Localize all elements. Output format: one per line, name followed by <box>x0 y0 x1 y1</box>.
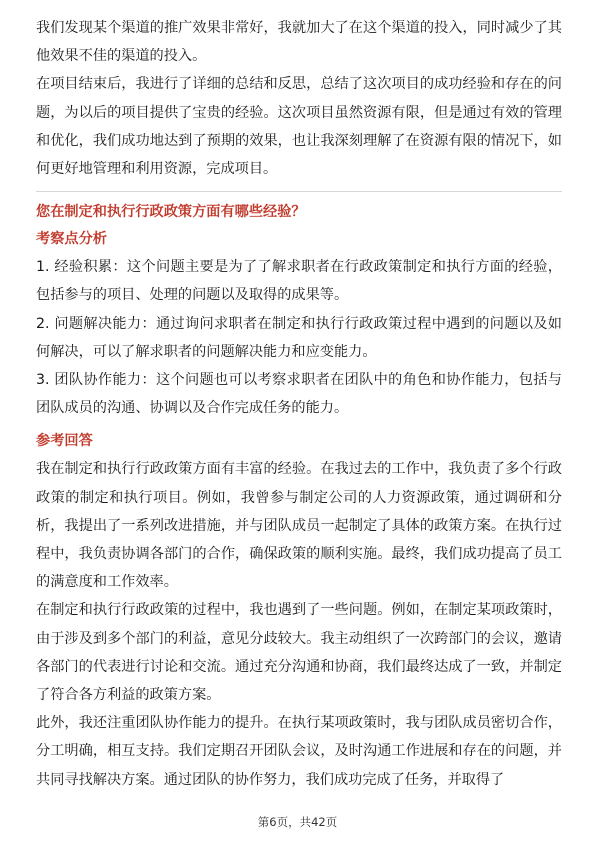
analysis-item-1: 1. 经验积累：这个问题主要是为了了解求职者在行政政策制定和执行方面的经验，包括参与的项目、处理的问题以及取得的成果等。 <box>36 259 562 304</box>
page-footer: 第6页，共42页 <box>257 815 338 829</box>
page-content <box>36 14 562 794</box>
analysis-item-2: 2. 问题解决能力：通过询问求职者在制定和执行行政政策过程中遇到的问题以及如何解决，可以了解求职者的问题解决能力和应变能力。 <box>36 315 562 360</box>
answer-heading: 参考回答 <box>36 433 93 450</box>
answer-paragraph-1: 我在制定和执行行政政策方面有丰富的经验。在我过去的工作中，我负责了多个行政政策的制定和执行项目。例如，我曾参与制定公司的人力资源政策，通过调研和分析，我提出了一系列改进措施，并与团队成员一起制定了具体的政策方案。在执行过程中，我负责协调各部门的合作，确保政策的顺利实施。最终，我们成功提高了员工的满意度和工作效率。 <box>36 461 562 591</box>
intro-paragraph-2: 在项目结束后，我进行了详细的总结和反思，总结了这次项目的成功经验和存在的问题，为以后的项目提供了宝贵的经验。这次项目虽然资源有限，但是通过有效的管理和优化，我们成功地达到了预期的效果，也让我深刻理解了在资源有限的情况下，如何更好地管理和利用资源，完成项目。 <box>36 76 562 178</box>
answer-paragraph-2: 在制定和执行行政政策的过程中，我也遇到了一些问题。例如，在制定某项政策时，由于涉及到多个部门的利益，意见分歧较大。我主动组织了一次跨部门的会议，邀请各部门的代表进行讨论和交流。通过充分沟通和协商，我们最终达成了一致，并制定了符合各方利益的政策方案。 <box>36 602 562 704</box>
answer-paragraph-3: 此外，我还注重团队协作能力的提升。在执行某项政策时，我与团队成员密切合作，分工明确，相互支持。我们定期召开团队会议，及时沟通工作进展和存在的问题，并共同寻找解决方案。通过团队的协作努力，我们成功完成了任务，并取得了 <box>36 715 562 788</box>
intro-paragraph-1: 我们发现某个渠道的推广效果非常好，我就加大了在这个渠道的投入，同时减少了其他效果不佳的渠道的投入。 <box>36 20 562 65</box>
question-heading: 您在制定和执行行政政策方面有哪些经验？ <box>36 204 306 221</box>
section-divider <box>36 191 562 192</box>
analysis-heading: 考察点分析 <box>36 231 107 248</box>
analysis-item-3: 3. 团队协作能力：这个问题也可以考察求职者在团队中的角色和协作能力，包括与团队成员的沟通、协调以及合作完成任务的能力。 <box>36 372 562 417</box>
